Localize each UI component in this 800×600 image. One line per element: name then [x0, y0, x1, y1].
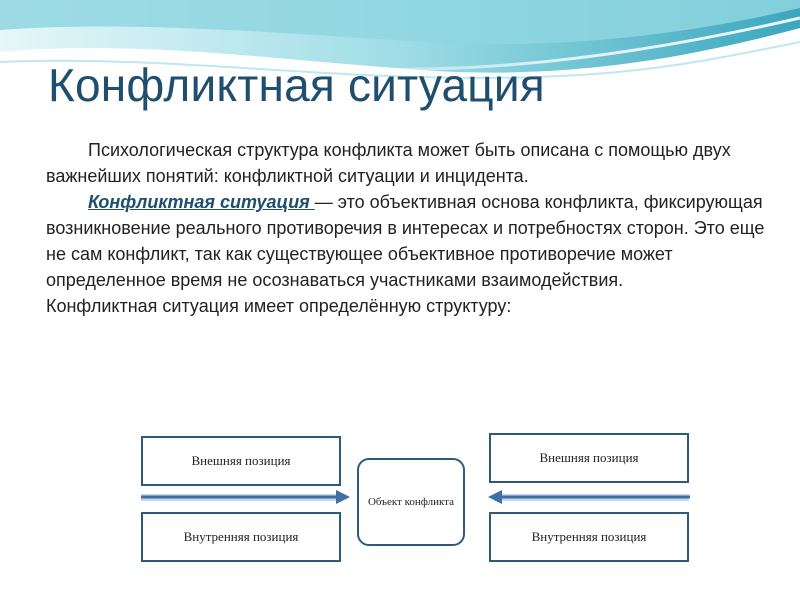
arrow-right-icon [141, 490, 350, 504]
paragraph-1-text: Психологическая структура конфликта может быть описана с помощью двух важнейших понятий: конфликтной ситуации и инцидента. [46, 140, 731, 186]
paragraph-3: Конфликтная ситуация имеет определённую структуру: [46, 296, 512, 316]
slide-title: Конфликтная ситуация [48, 59, 545, 111]
paragraph-2-text: — это объективная основа конфликта, фиксирующая возникновение реального противоречия в интересах и потребностях сторон. Это еще не сам конфликт, так как существующее объективное противоречие может определенное время не осознаваться участниками взаимодействия. [46, 192, 765, 290]
right-external-position-box: Внешняя позиция [489, 433, 689, 483]
term-conflict-situation: Конфликтная ситуация [88, 192, 315, 212]
slide-body [46, 137, 766, 319]
arrow-left-icon [488, 490, 690, 504]
left-external-position-box: Внешняя позиция [141, 436, 341, 486]
conflict-object-box: Объект конфликта [357, 458, 465, 546]
paragraph-1 [46, 137, 766, 189]
paragraph-2 [46, 189, 766, 293]
right-internal-position-box: Внутренняя позиция [489, 512, 689, 562]
left-internal-position-box: Внутренняя позиция [141, 512, 341, 562]
